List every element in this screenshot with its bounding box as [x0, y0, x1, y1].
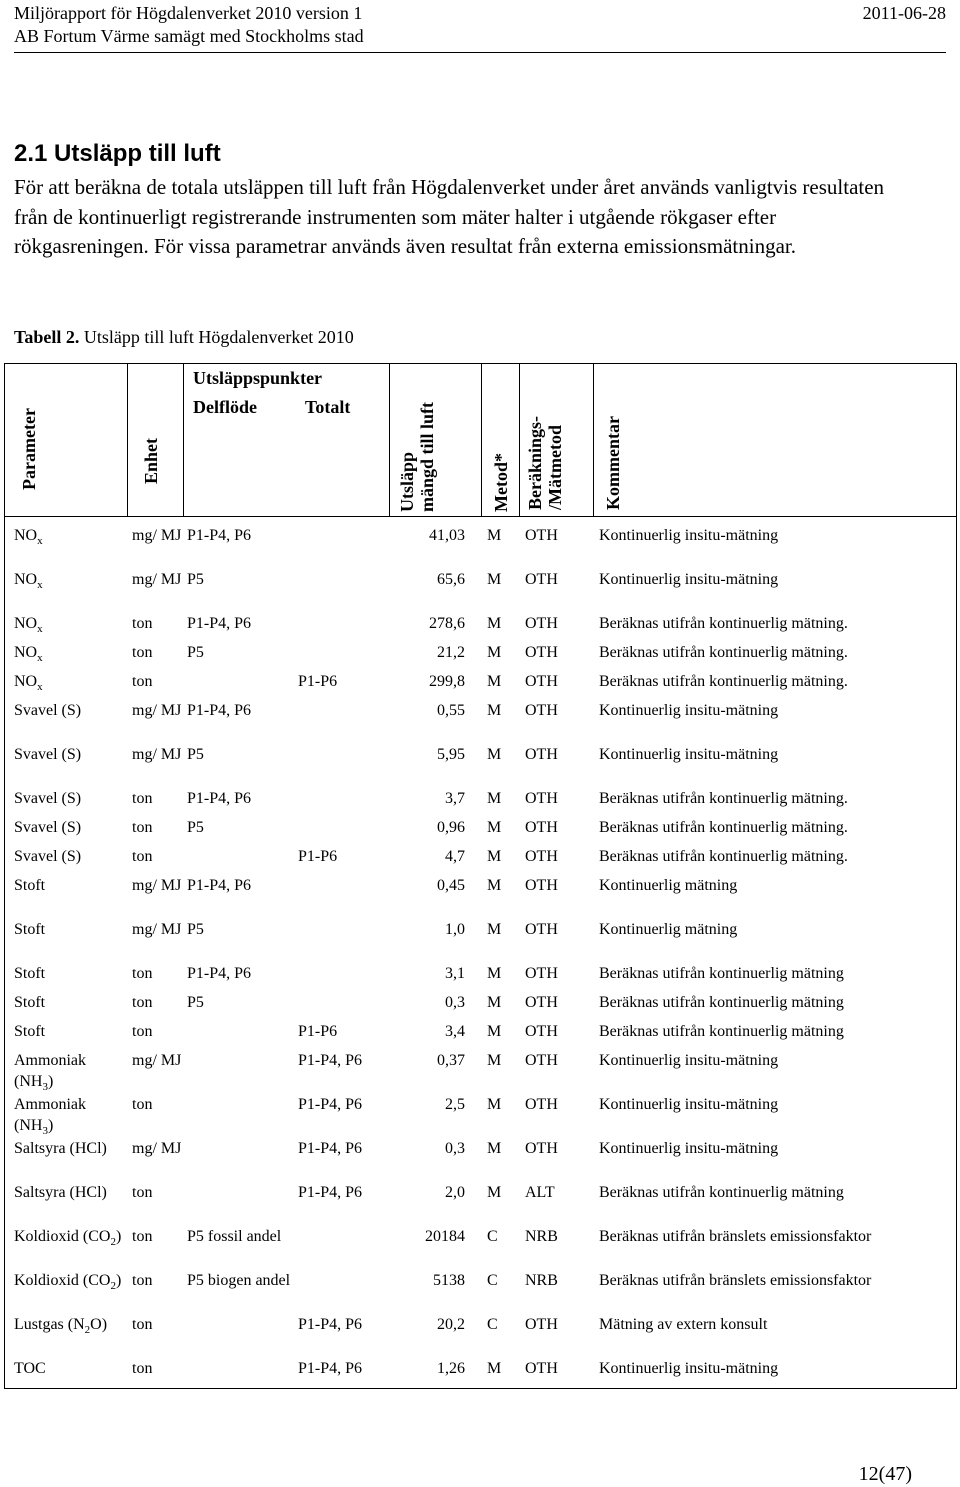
parameter-subscript: 2 — [110, 1280, 116, 1293]
parameter-suffix: ) — [47, 1117, 54, 1134]
cell-parameter — [14, 1226, 126, 1253]
cell-parameter — [14, 963, 126, 984]
cell-berakning: OTH — [525, 746, 558, 763]
cell-parameter — [14, 1094, 126, 1142]
parameter-subscript: x — [37, 652, 43, 665]
cell-berakning: OTH — [525, 527, 558, 544]
col-rule — [519, 364, 520, 516]
header-utslappspunkter: Utsläppspunkter — [193, 368, 323, 388]
cell-delflode: P5 biogen andel — [187, 1272, 291, 1289]
cell-metod: M — [487, 1184, 502, 1201]
parameter-suffix: ) — [47, 1073, 54, 1090]
cell-enhet: ton — [132, 1228, 153, 1245]
cell-value: 299,8 — [429, 673, 465, 690]
parameter-subscript: 3 — [42, 1081, 48, 1094]
cell-parameter — [14, 642, 126, 669]
parameter-subscript: 2 — [110, 1236, 116, 1249]
cell-enhet: ton — [132, 790, 153, 807]
cell-kommentar: Kontinuerlig insitu-mätning — [599, 1140, 779, 1157]
cell-berakning: OTH — [525, 848, 558, 865]
cell-metod: M — [487, 615, 502, 632]
header-berakning-line2: /Mätmetod — [545, 425, 565, 510]
cell-value: 0,37 — [437, 1052, 465, 1069]
cell-delflode: P5 — [187, 819, 204, 836]
cell-metod: C — [487, 1228, 498, 1245]
cell-enhet: mg/ MJ — [132, 571, 182, 588]
cell-totalt: P1-P4, P6 — [298, 1140, 363, 1157]
cell-kommentar: Beräknas utifrån kontinuerlig mätning — [599, 1023, 844, 1040]
cell-metod: M — [487, 877, 502, 894]
cell-enhet: ton — [132, 1272, 153, 1289]
cell-totalt: P1-P4, P6 — [298, 1360, 363, 1377]
cell-berakning: OTH — [525, 644, 558, 661]
cell-enhet: ton — [132, 1184, 153, 1201]
cell-parameter — [14, 1270, 126, 1297]
cell-kommentar: Kontinuerlig insitu-mätning — [599, 1096, 779, 1113]
cell-value: 1,26 — [437, 1360, 465, 1377]
header-totalt: Totalt — [305, 397, 351, 417]
cell-parameter — [14, 1182, 126, 1203]
cell-berakning: NRB — [525, 1272, 558, 1289]
cell-berakning: OTH — [525, 1052, 558, 1069]
cell-kommentar: Kontinuerlig insitu-mätning — [599, 1360, 779, 1377]
cell-enhet: mg/ MJ — [132, 1052, 182, 1069]
parameter-suffix: O) — [90, 1316, 108, 1333]
cell-value: 4,7 — [445, 848, 465, 865]
cell-value: 41,03 — [429, 527, 465, 544]
cell-totalt: P1-P6 — [298, 1023, 338, 1040]
cell-value: 20184 — [425, 1228, 465, 1245]
header-utslapp — [397, 402, 437, 512]
cell-parameter — [14, 1314, 126, 1341]
cell-berakning: OTH — [525, 1360, 558, 1377]
cell-value: 5,95 — [437, 746, 465, 763]
col-rule — [481, 364, 482, 516]
header-berakning — [525, 416, 565, 510]
cell-kommentar: Beräknas utifrån bränslets emissionsfaktor — [599, 1228, 872, 1245]
col-rule — [127, 364, 128, 516]
cell-kommentar: Mätning av extern konsult — [599, 1316, 768, 1333]
parameter-subscript: x — [37, 535, 43, 548]
header-divider — [14, 52, 946, 53]
parameter-text: Stoft — [14, 965, 46, 982]
header-divider — [5, 516, 956, 517]
page-number: 12(47) — [858, 1463, 912, 1485]
cell-enhet: mg/ MJ — [132, 702, 182, 719]
cell-parameter — [14, 788, 126, 809]
cell-enhet: ton — [132, 1096, 153, 1113]
cell-berakning: OTH — [525, 921, 558, 938]
cell-delflode: P1-P4, P6 — [187, 965, 252, 982]
col-rule — [183, 364, 184, 516]
cell-berakning: OTH — [525, 790, 558, 807]
cell-metod: M — [487, 673, 502, 690]
cell-metod: M — [487, 790, 502, 807]
cell-enhet: mg/ MJ — [132, 877, 182, 894]
cell-value: 0,96 — [437, 819, 465, 836]
cell-berakning: OTH — [525, 994, 558, 1011]
cell-enhet: ton — [132, 994, 153, 1011]
cell-enhet: ton — [132, 819, 153, 836]
cell-value: 3,4 — [445, 1023, 465, 1040]
table-caption — [14, 327, 354, 348]
cell-totalt: P1-P4, P6 — [298, 1184, 363, 1201]
header-berakning-line1: Beräknings- — [525, 415, 545, 510]
cell-parameter — [14, 992, 126, 1013]
cell-kommentar: Beräknas utifrån kontinuerlig mätning. — [599, 790, 848, 807]
cell-enhet: mg/ MJ — [132, 746, 182, 763]
parameter-text: Lustgas (N — [14, 1316, 85, 1333]
cell-berakning: OTH — [525, 1096, 558, 1113]
parameter-text: Saltsyra (HCl) — [14, 1140, 107, 1157]
cell-kommentar: Kontinuerlig insitu-mätning — [599, 527, 779, 544]
cell-kommentar: Kontinuerlig mätning — [599, 877, 738, 894]
cell-enhet: ton — [132, 1360, 153, 1377]
parameter-text: Koldioxid (CO — [14, 1228, 111, 1245]
report-title: Miljörapport för Högdalenverket 2010 version 1 — [14, 3, 363, 23]
cell-kommentar: Kontinuerlig insitu-mätning — [599, 1052, 779, 1069]
cell-value: 3,1 — [445, 965, 465, 982]
table-caption-label: Tabell 2. — [14, 327, 80, 347]
cell-delflode: P1-P4, P6 — [187, 877, 252, 894]
cell-delflode: P5 — [187, 994, 204, 1011]
cell-kommentar: Beräknas utifrån bränslets emissionsfaktor — [599, 1272, 872, 1289]
parameter-subscript: x — [37, 681, 43, 694]
cell-totalt: P1-P6 — [298, 673, 338, 690]
cell-totalt: P1-P4, P6 — [298, 1096, 363, 1113]
report-date: 2011-06-28 — [862, 3, 946, 23]
parameter-text: NO — [14, 571, 38, 588]
cell-parameter — [14, 919, 126, 940]
cell-kommentar: Beräknas utifrån kontinuerlig mätning — [599, 965, 844, 982]
cell-delflode: P5 — [187, 571, 204, 588]
cell-kommentar: Beräknas utifrån kontinuerlig mätning. — [599, 615, 848, 632]
header-utslapp-line1: Utsläpp — [397, 451, 417, 512]
cell-metod: M — [487, 527, 502, 544]
cell-parameter — [14, 744, 126, 765]
cell-metod: M — [487, 848, 502, 865]
cell-kommentar: Beräknas utifrån kontinuerlig mätning — [599, 994, 844, 1011]
cell-berakning: OTH — [525, 673, 558, 690]
cell-parameter — [14, 875, 126, 896]
parameter-text: NO — [14, 527, 38, 544]
parameter-text: Stoft — [14, 1023, 46, 1040]
cell-parameter — [14, 700, 126, 721]
cell-delflode: P5 — [187, 746, 204, 763]
cell-delflode: P5 fossil andel — [187, 1228, 282, 1245]
parameter-text: TOC — [14, 1360, 46, 1377]
cell-metod: M — [487, 746, 502, 763]
parameter-subscript: x — [37, 623, 43, 636]
cell-parameter — [14, 846, 126, 867]
cell-metod: M — [487, 921, 502, 938]
cell-totalt: P1-P4, P6 — [298, 1316, 363, 1333]
cell-metod: M — [487, 644, 502, 661]
cell-berakning: ALT — [525, 1184, 555, 1201]
parameter-text: Svavel (S) — [14, 848, 82, 865]
cell-kommentar: Beräknas utifrån kontinuerlig mätning. — [599, 848, 848, 865]
cell-delflode: P1-P4, P6 — [187, 527, 252, 544]
cell-value: 0,3 — [445, 1140, 465, 1157]
cell-kommentar: Beräknas utifrån kontinuerlig mätning. — [599, 673, 848, 690]
cell-delflode: P1-P4, P6 — [187, 702, 252, 719]
cell-totalt: P1-P6 — [298, 848, 338, 865]
cell-metod: M — [487, 819, 502, 836]
cell-berakning: OTH — [525, 1023, 558, 1040]
cell-metod: M — [487, 702, 502, 719]
cell-parameter — [14, 613, 126, 640]
cell-value: 2,5 — [445, 1096, 465, 1113]
cell-enhet: ton — [132, 965, 153, 982]
cell-parameter — [14, 671, 126, 698]
cell-berakning: NRB — [525, 1228, 558, 1245]
header-utslapp-line2: mängd till luft — [417, 401, 437, 512]
parameter-text: NO — [14, 673, 38, 690]
cell-berakning: OTH — [525, 877, 558, 894]
cell-metod: M — [487, 1140, 502, 1157]
cell-value: 20,2 — [437, 1316, 465, 1333]
cell-value: 0,3 — [445, 994, 465, 1011]
cell-metod: C — [487, 1316, 498, 1333]
cell-totalt: P1-P4, P6 — [298, 1052, 363, 1069]
cell-parameter — [14, 1138, 126, 1159]
cell-delflode: P5 — [187, 921, 204, 938]
table-caption-text: Utsläpp till luft Högdalenverket 2010 — [83, 327, 354, 347]
parameter-suffix: ) — [115, 1272, 122, 1289]
cell-value: 65,6 — [437, 571, 465, 588]
header-enhet: Enhet — [141, 437, 161, 484]
header-metod: Metod* — [491, 453, 511, 512]
parameter-subscript: 3 — [42, 1125, 48, 1138]
cell-value: 5138 — [433, 1272, 465, 1289]
cell-kommentar: Kontinuerlig mätning — [599, 921, 738, 938]
cell-enhet: ton — [132, 848, 153, 865]
cell-berakning: OTH — [525, 1140, 558, 1157]
cell-enhet: mg/ MJ — [132, 527, 182, 544]
col-rule — [389, 364, 390, 516]
cell-value: 3,7 — [445, 790, 465, 807]
parameter-text: Stoft — [14, 994, 46, 1011]
parameter-text: Stoft — [14, 921, 46, 938]
cell-metod: M — [487, 1023, 502, 1040]
cell-parameter — [14, 525, 126, 552]
cell-enhet: mg/ MJ — [132, 921, 182, 938]
cell-berakning: OTH — [525, 702, 558, 719]
emissions-table — [4, 363, 957, 1389]
cell-value: 1,0 — [445, 921, 465, 938]
cell-berakning: OTH — [525, 1316, 558, 1333]
cell-value: 0,55 — [437, 702, 465, 719]
parameter-text: Ammoniak (NH — [14, 1052, 86, 1090]
col-rule — [593, 364, 594, 516]
cell-delflode: P1-P4, P6 — [187, 790, 252, 807]
cell-metod: M — [487, 965, 502, 982]
parameter-subscript: 2 — [84, 1324, 91, 1337]
section-intro: För att beräkna de totala utsläppen till luft från Högdalenverket under året används vanligtvis resultaten från de kontinuerligt registrerande instrumenten som mäter halter i utgående rökgaser efter rökgasreningen. För vissa parametrar används även resultat från externa emissionsmätningar. — [14, 175, 885, 258]
parameter-subscript: x — [37, 579, 43, 592]
parameter-text: Svavel (S) — [14, 819, 82, 836]
parameter-text: Koldioxid (CO — [14, 1272, 111, 1289]
cell-berakning: OTH — [525, 615, 558, 632]
parameter-text: Svavel (S) — [14, 790, 82, 807]
cell-value: 0,45 — [437, 877, 465, 894]
cell-delflode: P5 — [187, 644, 204, 661]
parameter-text: Svavel (S) — [14, 746, 82, 763]
cell-metod: C — [487, 1272, 498, 1289]
cell-metod: M — [487, 1052, 502, 1069]
header-delflode: Delflöde — [193, 397, 257, 417]
cell-metod: M — [487, 1360, 502, 1377]
cell-value: 2,0 — [445, 1184, 465, 1201]
parameter-text: NO — [14, 644, 38, 661]
cell-metod: M — [487, 1096, 502, 1113]
cell-metod: M — [487, 994, 502, 1011]
cell-kommentar: Beräknas utifrån kontinuerlig mätning. — [599, 819, 848, 836]
page-header — [14, 2, 946, 48]
cell-kommentar: Kontinuerlig insitu-mätning — [599, 702, 779, 719]
cell-enhet: ton — [132, 673, 153, 690]
header-kommentar: Kommentar — [603, 416, 623, 510]
cell-parameter — [14, 1021, 126, 1042]
cell-kommentar: Kontinuerlig insitu-mätning — [599, 571, 779, 588]
cell-enhet: ton — [132, 644, 153, 661]
cell-berakning: OTH — [525, 571, 558, 588]
parameter-text: Saltsyra (HCl) — [14, 1184, 107, 1201]
section-heading: 2.1 Utsläpp till luft — [14, 140, 221, 167]
cell-parameter — [14, 569, 126, 596]
parameter-suffix: ) — [115, 1228, 122, 1245]
cell-value: 278,6 — [429, 615, 465, 632]
cell-enhet: ton — [132, 1316, 153, 1333]
cell-berakning: OTH — [525, 965, 558, 982]
cell-kommentar: Kontinuerlig insitu-mätning — [599, 746, 779, 763]
cell-berakning: OTH — [525, 819, 558, 836]
parameter-text: NO — [14, 615, 38, 632]
cell-enhet: ton — [132, 1023, 153, 1040]
cell-parameter — [14, 1358, 126, 1379]
cell-kommentar: Beräknas utifrån kontinuerlig mätning — [599, 1184, 844, 1201]
header-parameter: Parameter — [19, 408, 39, 490]
cell-kommentar: Beräknas utifrån kontinuerlig mätning. — [599, 644, 848, 661]
parameter-text: Stoft — [14, 877, 46, 894]
cell-delflode: P1-P4, P6 — [187, 615, 252, 632]
report-org: AB Fortum Värme samägt med Stockholms stad — [14, 26, 364, 46]
cell-parameter — [14, 817, 126, 838]
cell-value: 21,2 — [437, 644, 465, 661]
parameter-text: Ammoniak (NH — [14, 1096, 86, 1134]
cell-parameter — [14, 1050, 126, 1098]
cell-enhet: ton — [132, 615, 153, 632]
cell-enhet: mg/ MJ — [132, 1140, 182, 1157]
cell-metod: M — [487, 571, 502, 588]
parameter-text: Svavel (S) — [14, 702, 82, 719]
